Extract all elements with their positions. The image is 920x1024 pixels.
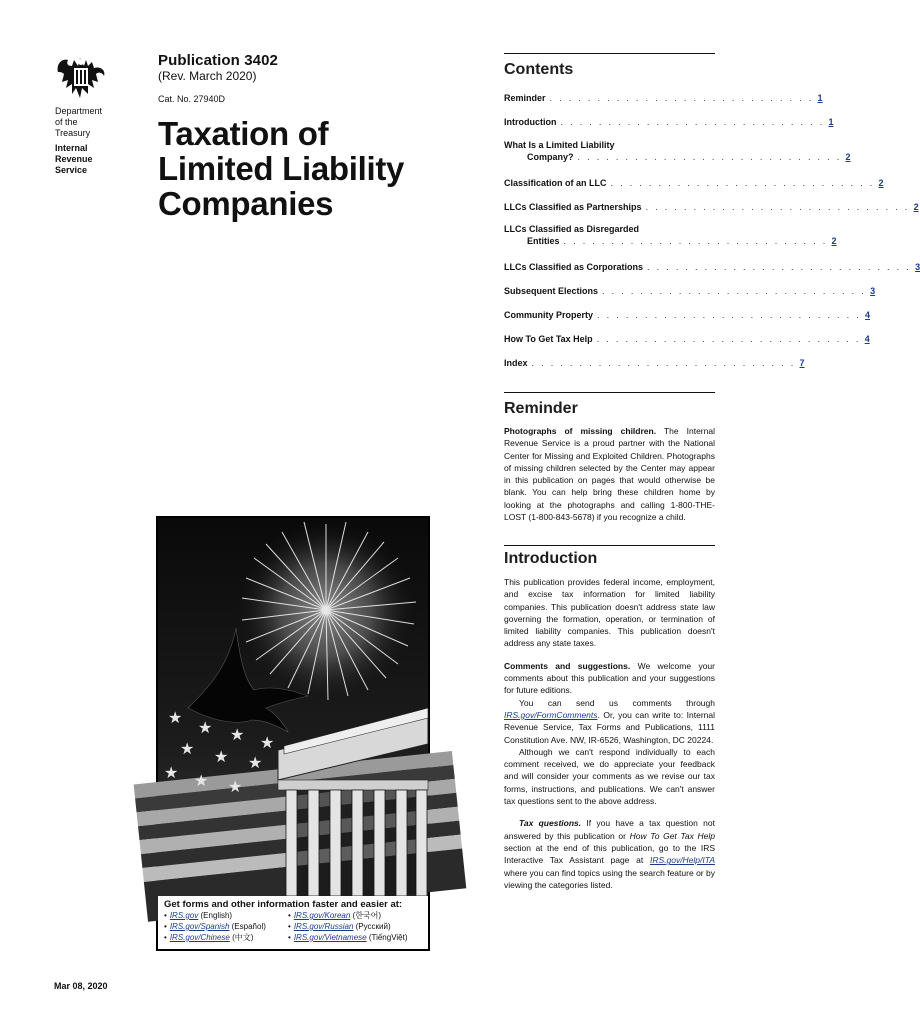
introduction-heading: Introduction (504, 550, 598, 567)
toc-item[interactable]: LLCs Classified as Corporations . . . . . . . . . . . . . . . . . . . . . . . . . . . . 3 (504, 262, 920, 272)
dept-line: Treasury (55, 128, 91, 138)
toc-page-link[interactable]: 2 (913, 202, 919, 212)
irs-name (55, 143, 145, 176)
svg-text:★: ★ (198, 718, 213, 737)
tax-questions-text: If you have a tax question not answered by this publication or (504, 818, 715, 841)
send-text-post: . Or, you can write to: Internal Revenue Service, Tax Forms and Publications, 1111 Constitution Ave. NW, IR-6526, Washington, DC 20224. (504, 709, 715, 745)
catalog-number: Cat. No. 27940D (158, 94, 226, 104)
cover-photo (156, 516, 430, 951)
toc-label: Entities (527, 236, 560, 246)
help-ita-link[interactable]: IRS.gov/Help/ITA (649, 855, 715, 866)
toc-label: Reminder (504, 93, 546, 103)
divider (504, 53, 715, 54)
toc-item[interactable]: Reminder . . . . . . . . . . . . . . . . . . . . . . . . . . . . 1 (504, 93, 823, 103)
dept-line: of the (55, 117, 78, 127)
toc-label: Community Property (504, 310, 594, 320)
tax-questions-text: where you can find topics using the search feature or by viewing the categories listed. (504, 867, 715, 890)
toc-label: Introduction (504, 117, 557, 127)
toc-page-link[interactable]: 1 (817, 93, 823, 103)
toc-page-link[interactable]: 2 (845, 152, 851, 162)
toc-label: LLCs Classified as Disregarded (504, 224, 640, 234)
irs-gov-link[interactable]: IRS.gov (169, 911, 199, 920)
svg-text:★: ★ (180, 739, 195, 758)
toc-label: LLCs Classified as Corporations (504, 262, 644, 272)
cover-photo-illustration (158, 518, 428, 896)
introduction-body (504, 576, 715, 891)
irs-chinese-link[interactable]: IRS.gov/Chinese (169, 933, 230, 942)
toc-item[interactable]: LLCs Classified as Disregarded Entities . . . . . . . . . . . . . . . . . . . . . . . . . . . . 2 (504, 224, 837, 246)
publication-number: Publication 3402 (158, 52, 278, 69)
toc-label: Index (504, 358, 528, 368)
irs-line: Revenue (55, 154, 93, 164)
toc-page-link[interactable]: 3 (915, 262, 920, 272)
divider (504, 392, 715, 393)
link-row: • IRS.gov/Chinese (中文) (164, 933, 254, 942)
toc-item[interactable]: What Is a Limited Liability Company? . . . . . . . . . . . . . . . . . . . . . . . . . . . . 2 (504, 140, 851, 162)
toc-page-link[interactable]: 2 (878, 178, 884, 188)
toc-page-link[interactable]: 2 (831, 236, 837, 246)
dept-line: Department (55, 106, 103, 116)
lang-label: (English) (200, 911, 233, 920)
toc-label: Classification of an LLC (504, 178, 607, 188)
toc-page-link[interactable]: 3 (870, 286, 876, 296)
tax-questions-text: section at the end of this publication, go to the IRS Interactive Tax Assistant page at (504, 842, 715, 866)
document-title (158, 116, 478, 221)
toc-item[interactable]: Classification of an LLC . . . . . . . . . . . . . . . . . . . . . . . . . . . . 2 (504, 178, 884, 188)
irs-korean-link[interactable]: IRS.gov/Korean (293, 911, 351, 920)
toc-item[interactable]: Community Property . . . . . . . . . . . . . . . . . . . . . . . . . . . . 4 (504, 310, 871, 320)
reminder-heading: Reminder (504, 400, 578, 417)
title-line: Taxation of (158, 115, 329, 152)
toc-label: What Is a Limited Liability (504, 140, 615, 150)
irs-russian-link[interactable]: IRS.gov/Russian (293, 922, 354, 931)
tax-questions-lead: Tax questions. (519, 818, 582, 829)
forms-info-caption: Get forms and other information faster and easier at: (164, 899, 403, 910)
svg-text:★: ★ (230, 725, 245, 744)
toc-page-link[interactable]: 1 (828, 117, 834, 127)
comments-lead: Comments and suggestions. (504, 660, 631, 671)
footer-date: Mar 08, 2020 (54, 981, 108, 991)
link-row: • IRS.gov/Russian (Pусский) (288, 922, 391, 931)
toc-item[interactable]: Index . . . . . . . . . . . . . . . . . . . . . . . . . . . . 7 (504, 358, 805, 368)
agency-block (55, 106, 145, 176)
toc-item[interactable]: LLCs Classified as Partnerships . . . . . . . . . . . . . . . . . . . . . . . . . . . . 2 (504, 202, 919, 212)
toc-item[interactable]: Subsequent Elections . . . . . . . . . . . . . . . . . . . . . . . . . . . . 3 (504, 286, 876, 296)
toc-item[interactable]: Introduction . . . . . . . . . . . . . . . . . . . . . . . . . . . . 1 (504, 117, 834, 127)
irs-vietnamese-link[interactable]: IRS.gov/Vietnamese (293, 933, 367, 942)
irs-spanish-link[interactable]: IRS.gov/Spanish (169, 922, 230, 931)
lang-label: (TiếngViệt) (368, 933, 408, 942)
lang-label: (Pусский) (355, 922, 391, 931)
forms-info-box (158, 896, 428, 949)
comments-text: We welcome your comments about this publication and your suggestions for future editions. (504, 660, 715, 696)
toc-page-link[interactable]: 4 (865, 310, 871, 320)
reminder-body (504, 425, 715, 523)
link-row: • IRS.gov/Vietnamese (TiếngViệt) (288, 933, 408, 942)
link-row: • IRS.gov/Korean (한국어) (288, 911, 382, 920)
send-text: You can send us comments through (519, 697, 715, 708)
svg-text:★: ★ (260, 733, 275, 752)
svg-text:★: ★ (194, 771, 209, 790)
lang-label: (한국어) (352, 911, 382, 920)
divider (504, 545, 715, 546)
toc-page-link[interactable]: 4 (864, 334, 870, 344)
reminder-text: The Internal Revenue Service is a proud partner with the National Center for Missing and Exploited Children. Photographs of missing children selected by the Center may appear in this publication on pages that would otherwise be blank. You can help bring these children home by looking at the photographs and calling 1-800-THE-LOST (1-800-843-5678) if you recognize a child. (504, 426, 715, 523)
svg-text:★: ★ (168, 708, 183, 727)
irs-line: Internal (55, 143, 88, 153)
department-name (55, 106, 145, 139)
title-line: Limited Liability (158, 150, 405, 187)
toc-label: Company? (527, 152, 574, 162)
lang-label: (中文) (232, 933, 254, 942)
svg-text:★: ★ (214, 747, 229, 766)
reminder-lead: Photographs of missing children. (504, 426, 657, 436)
toc-page-link[interactable]: 7 (799, 358, 805, 368)
toc-label: Subsequent Elections (504, 286, 599, 296)
irs-line: Service (55, 165, 88, 175)
toc-label: How To Get Tax Help (504, 334, 593, 344)
svg-text:★: ★ (248, 753, 263, 772)
contents-heading: Contents (504, 61, 574, 78)
irs-eagle-logo-icon (54, 54, 108, 100)
tax-help-reference: How To Get Tax Help (629, 830, 715, 841)
toc-item[interactable]: How To Get Tax Help . . . . . . . . . . . . . . . . . . . . . . . . . . . . 4 (504, 334, 870, 344)
toc-label: LLCs Classified as Partnerships (504, 202, 642, 212)
revision-date: (Rev. March 2020) (158, 69, 257, 83)
form-comments-link[interactable]: IRS.gov/FormComments (504, 709, 598, 720)
link-row: • IRS.gov/Spanish (Español) (164, 922, 266, 931)
title-line: Companies (158, 185, 334, 222)
intro-paragraph: This publication provides federal income, employment, and excise tax information for limited liability companies. This publication doesn't address state law governing the formation, operation, or termination of limited liability companies. This publication doesn't address any state taxes. (504, 577, 715, 649)
lang-label: (Español) (231, 922, 266, 931)
although-paragraph: Although we can't respond individually to each comment received, we do appreciate your feedback and will consider your comments as we revise our tax forms, instructions, and publications. We can't answer tax questions sent to the above address. (504, 746, 715, 807)
svg-text:★: ★ (228, 777, 243, 796)
link-row: • IRS.gov (English) (164, 911, 233, 920)
svg-text:★: ★ (164, 763, 179, 782)
